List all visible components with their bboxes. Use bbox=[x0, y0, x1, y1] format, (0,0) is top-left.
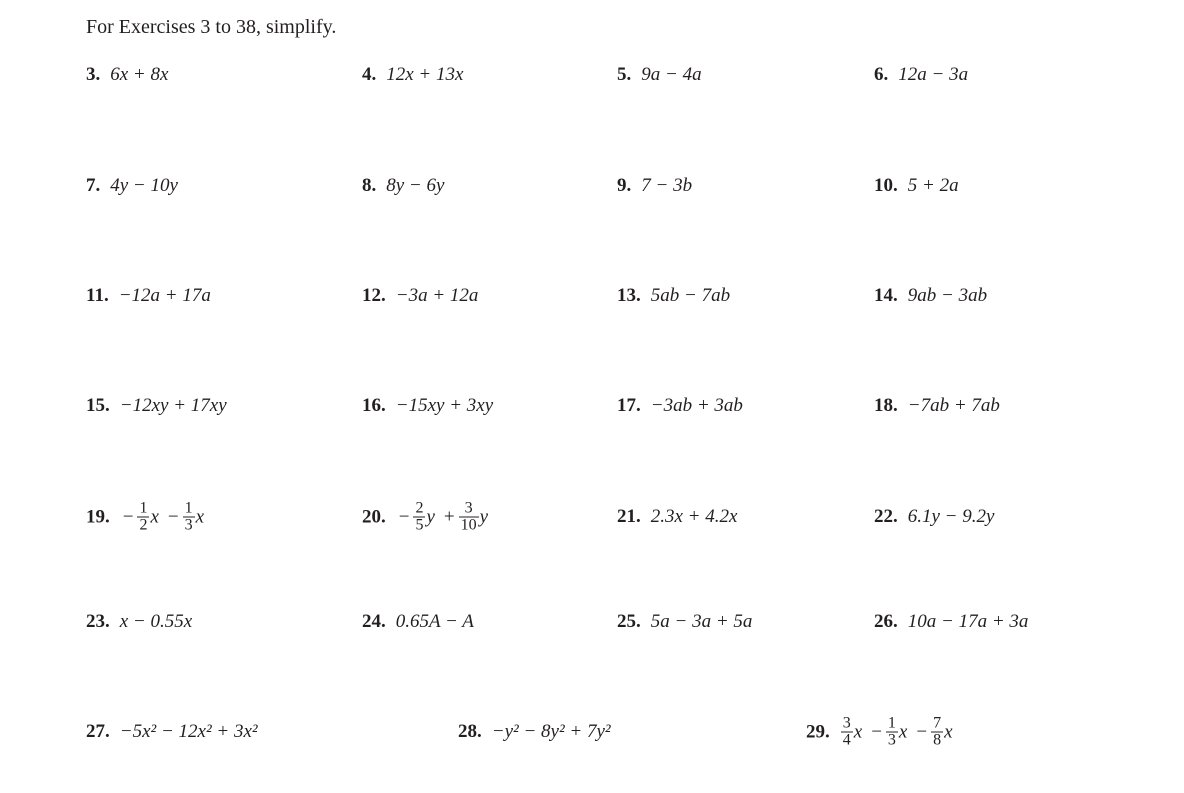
exercise-item bbox=[874, 611, 1028, 633]
exercise-item bbox=[362, 395, 493, 417]
exercise-number: 9. bbox=[617, 175, 632, 196]
exercise-number: 5. bbox=[617, 64, 632, 85]
exercise-expression: −3ab + 3ab bbox=[650, 395, 743, 416]
fraction-numerator: 2 bbox=[415, 499, 424, 517]
exercise-item bbox=[362, 175, 444, 197]
exercise-number: 29. bbox=[806, 721, 830, 742]
fraction-denominator: 8 bbox=[933, 731, 942, 749]
exercise-expression: −12a + 17a bbox=[118, 285, 211, 306]
fraction-expression bbox=[396, 501, 494, 534]
fraction-denominator: 5 bbox=[415, 516, 424, 534]
exercise-number: 15. bbox=[86, 395, 110, 416]
exercise-item bbox=[86, 64, 168, 86]
exercise-expression: 5a − 3a + 5a bbox=[650, 611, 753, 632]
fraction-variable: x bbox=[150, 506, 159, 527]
exercise-number: 27. bbox=[86, 721, 110, 742]
fraction-numerator: 3 bbox=[842, 714, 851, 732]
exercise-item bbox=[617, 64, 702, 86]
fraction-expression bbox=[120, 501, 210, 534]
fraction bbox=[931, 716, 943, 749]
fraction bbox=[886, 716, 898, 749]
exercise-item bbox=[806, 716, 959, 749]
exercise-expression: 5ab − 7ab bbox=[650, 285, 731, 306]
exercise-item bbox=[86, 395, 227, 417]
exercise-number: 18. bbox=[874, 395, 898, 416]
exercise-expression: −15xy + 3xy bbox=[395, 395, 494, 416]
fraction bbox=[841, 716, 853, 749]
exercise-expression: 9ab − 3ab bbox=[907, 285, 988, 306]
fraction-variable: x bbox=[195, 506, 205, 527]
exercise-item bbox=[617, 611, 752, 633]
exercise-number: 17. bbox=[617, 395, 641, 416]
exercise-expression: 0.65A − A bbox=[395, 611, 474, 632]
exercise-number: 24. bbox=[362, 611, 386, 632]
exercise-item bbox=[458, 721, 611, 743]
operator-sign: − bbox=[167, 506, 179, 527]
fraction-denominator: 4 bbox=[842, 731, 851, 749]
exercise-expression: 9a − 4a bbox=[641, 64, 702, 85]
exercise-number: 11. bbox=[86, 285, 109, 306]
exercise-number: 4. bbox=[362, 64, 377, 85]
exercise-number: 19. bbox=[86, 506, 110, 527]
exercise-number: 7. bbox=[86, 175, 101, 196]
exercise-expression: 12a − 3a bbox=[898, 64, 969, 85]
exercise-expression: −5x² − 12x² + 3x² bbox=[119, 721, 258, 742]
exercise-number: 23. bbox=[86, 611, 110, 632]
exercise-item bbox=[86, 285, 211, 307]
exercise-expression: 6.1y − 9.2y bbox=[907, 506, 995, 527]
exercise-item bbox=[874, 395, 1000, 417]
fraction-numerator: 1 bbox=[887, 714, 896, 732]
exercise-item bbox=[362, 285, 478, 307]
exercise-expression: 6x + 8x bbox=[110, 64, 169, 85]
exercise-item bbox=[86, 501, 210, 534]
fraction-denominator: 10 bbox=[460, 516, 477, 534]
exercise-number: 13. bbox=[617, 285, 641, 306]
exercise-number: 26. bbox=[874, 611, 898, 632]
exercise-item bbox=[86, 175, 178, 197]
fraction bbox=[459, 501, 479, 534]
exercise-item bbox=[617, 285, 730, 307]
exercise-number: 8. bbox=[362, 175, 377, 196]
exercise-number: 28. bbox=[458, 721, 482, 742]
exercise-expression: −12xy + 17xy bbox=[119, 395, 227, 416]
fraction-numerator: 1 bbox=[184, 499, 193, 517]
exercise-number: 14. bbox=[874, 285, 898, 306]
fraction bbox=[413, 501, 425, 534]
exercise-item bbox=[874, 506, 994, 528]
exercise-number: 16. bbox=[362, 395, 386, 416]
operator-sign: + bbox=[443, 506, 455, 527]
exercise-item bbox=[362, 64, 463, 86]
exercise-item bbox=[86, 611, 192, 633]
exercise-number: 10. bbox=[874, 175, 898, 196]
exercise-number: 12. bbox=[362, 285, 386, 306]
exercise-item bbox=[86, 721, 258, 743]
exercise-number: 21. bbox=[617, 506, 641, 527]
exercise-item bbox=[362, 611, 474, 633]
fraction-numerator: 1 bbox=[139, 499, 148, 517]
exercise-expression: 10a − 17a + 3a bbox=[907, 611, 1029, 632]
exercise-item bbox=[874, 285, 987, 307]
fraction-denominator: 3 bbox=[184, 516, 193, 534]
exercise-item bbox=[617, 175, 692, 197]
fraction-variable: y bbox=[426, 506, 435, 527]
exercise-item bbox=[362, 501, 494, 534]
exercise-expression: 4y − 10y bbox=[110, 175, 178, 196]
exercise-number: 6. bbox=[874, 64, 889, 85]
exercise-expression: −3a + 12a bbox=[395, 285, 479, 306]
fraction-numerator: 3 bbox=[464, 499, 473, 517]
exercise-expression: 12x + 13x bbox=[386, 64, 464, 85]
instructions-heading: For Exercises 3 to 38, simplify. bbox=[86, 16, 337, 38]
exercise-item bbox=[617, 395, 743, 417]
operator-sign: − bbox=[916, 721, 928, 742]
exercise-item bbox=[874, 64, 968, 86]
exercise-expression: 5 + 2a bbox=[907, 175, 959, 196]
fraction-expression bbox=[840, 716, 959, 749]
fraction-variable: y bbox=[479, 506, 489, 527]
fraction bbox=[183, 501, 195, 534]
fraction-variable: x bbox=[898, 721, 908, 742]
operator-sign: − bbox=[122, 506, 134, 527]
exercise-expression: 8y − 6y bbox=[386, 175, 445, 196]
exercise-expression: 2.3x + 4.2x bbox=[650, 506, 738, 527]
exercise-number: 25. bbox=[617, 611, 641, 632]
exercise-number: 20. bbox=[362, 506, 386, 527]
fraction-numerator: 7 bbox=[933, 714, 942, 732]
operator-sign: − bbox=[398, 506, 410, 527]
operator-sign: − bbox=[871, 721, 882, 742]
exercise-expression: x − 0.55x bbox=[119, 611, 193, 632]
exercise-item bbox=[617, 506, 737, 528]
fraction-denominator: 2 bbox=[139, 516, 148, 534]
exercise-expression: −7ab + 7ab bbox=[907, 395, 1000, 416]
fraction-variable: x bbox=[944, 721, 953, 742]
exercise-number: 3. bbox=[86, 64, 101, 85]
exercise-expression: −y² − 8y² + 7y² bbox=[491, 721, 611, 742]
exercise-expression: 7 − 3b bbox=[641, 175, 693, 196]
fraction-denominator: 3 bbox=[887, 731, 896, 749]
fraction bbox=[137, 501, 149, 534]
exercise-item bbox=[874, 175, 959, 197]
exercise-number: 22. bbox=[874, 506, 898, 527]
fraction-variable: x bbox=[853, 721, 863, 742]
